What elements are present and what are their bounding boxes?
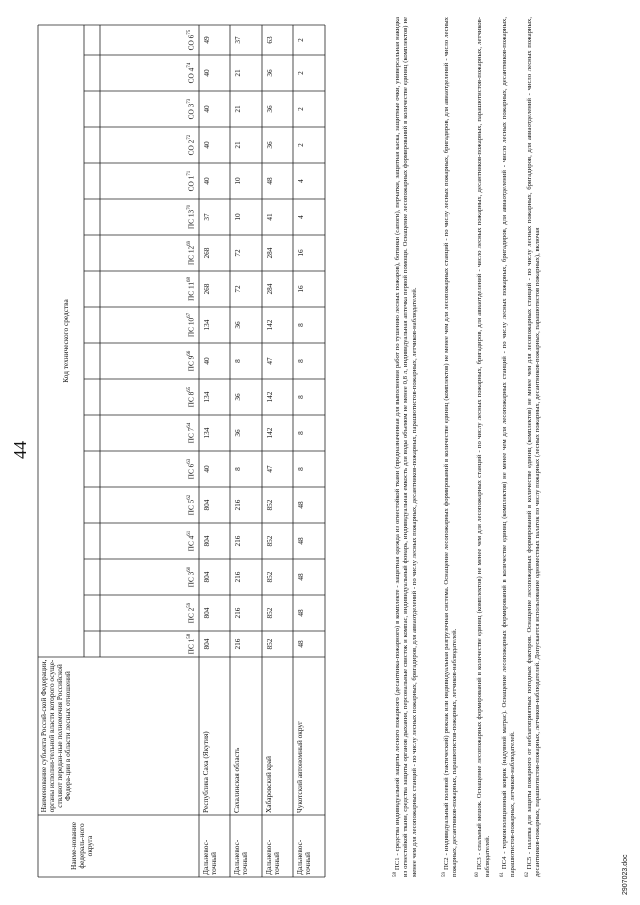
table-cell: 41 <box>265 213 274 221</box>
row-subject: Республика Саха (Якутия) <box>201 731 210 813</box>
footnote: $^{58}$ ПС1 - средства индивидуальной защиты лесного пожарного (десантника-пожарного) в комплекте - защитная одежда из огнестойкой ткани (предназначенная для выполнения работ по тушению лесных пожаров), ботинки (сапоги), перчатки, защитная каска, защитные очки, универсальная накидка из огнестойкой ткани, средства защиты органов дыхания, персональные свисток и компас, индивидуальный фонарь, индивидуальная емкость для воды объемом не менее 0,8 л, индивидуальная аптечка первой помощи. Оснащение лесопожарных формирований в количестве единиц (комплектов) не менее чем для лесопожарных станций - по числу лесных пожарных, бригадиров, для авиаотделений - по числу лесных пожарных, десантников-пожарных, парашютистов-пожарных, летчиков-наблюдателей. <box>393 16 418 877</box>
code-header: ПС $3^{60}$ <box>186 566 196 588</box>
table-cell: 21 <box>233 105 242 113</box>
row-subject: Сахалинская область <box>232 747 241 813</box>
table-cell: 852 <box>265 571 274 583</box>
table-cell: 8 <box>296 395 305 399</box>
code-header: ПС $10^{67}$ <box>186 312 196 338</box>
table-cell: 37 <box>233 36 242 44</box>
table-cell: 284 <box>265 247 274 259</box>
table-cell: 40 <box>202 141 211 149</box>
header-code-group: Код технического средства <box>61 299 70 383</box>
table-cell: 216 <box>233 607 242 619</box>
code-header: ПС $6^{63}$ <box>186 458 196 480</box>
table-cell: 2 <box>296 38 305 42</box>
table-cell: 40 <box>202 465 211 473</box>
table-cell: 4 <box>296 179 305 183</box>
table-cell: 142 <box>265 427 274 439</box>
code-header: ПС $2^{59}$ <box>186 602 196 624</box>
footnote: $^{59}$ ПС2 - индивидуальный полевой (тактический) рюкзак или индивидуальная разгрузочная система. Оснащение лесопожарных формирований в количестве единиц (комплектов) не менее чем для лесопожарных станций - по числу лесных пожарных, бригадиров, для авиаотделений - число лесных пожарных, десантников-пожарных, парашютистов-пожарных, летчиков-наблюдателей. <box>442 16 459 877</box>
table-cell: 8 <box>296 467 305 471</box>
table-cell: 804 <box>202 638 211 650</box>
row-subject: Хабаровский край <box>264 756 273 813</box>
table-cell: 48 <box>265 177 274 185</box>
table-cell: 21 <box>233 141 242 149</box>
table-cell: 804 <box>202 535 211 547</box>
table-cell: 72 <box>233 249 242 257</box>
row-district: Дальневос-точный <box>201 839 218 875</box>
row-district: Дальневос-точный <box>295 839 312 875</box>
header-district: Наиме-нование федераль-ного округа <box>69 822 94 870</box>
code-header: ПС $4^{61}$ <box>186 530 196 552</box>
table-cell: 36 <box>233 429 242 437</box>
footnote: $^{62}$ ПС5 - палатка для защиты пожарного от неблагоприятных погодных факторов. Оснащение лесопожарных формирований в количестве единиц (комплектов) не менее чем для лесопожарных станций - по числу лесных пожарных, бригадиров, для авиаотделений - число лесных пожарных, десантников-пожарных, парашютистов-пожарных, летчиков-наблюдателей. Допускается использование одноместных палаток по числу пожарных (лесных пожарных, десантников-пожарных, парашютистов пожарных), включая <box>525 17 542 877</box>
table-cell: 36 <box>265 105 274 113</box>
code-header: СО $4^{74}$ <box>186 62 196 84</box>
code-header: ПС $12^{69}$ <box>186 240 196 266</box>
table-cell: 142 <box>265 319 274 331</box>
table-cell: 852 <box>265 638 274 650</box>
table-cell: 36 <box>265 69 274 77</box>
table-cell: 16 <box>296 249 305 257</box>
table-cell: 47 <box>265 357 274 365</box>
table-cell: 48 <box>296 501 305 509</box>
table-cell: 2 <box>296 107 305 111</box>
table-cell: 804 <box>202 607 211 619</box>
row-district: Дальневос-точный <box>264 839 281 875</box>
code-header: ПС $13^{70}$ <box>186 204 196 230</box>
table-cell: 852 <box>265 535 274 547</box>
table-cell: 10 <box>233 213 242 221</box>
table-cell: 40 <box>202 357 211 365</box>
code-header: СО $1^{71}$ <box>186 170 196 192</box>
table-cell: 72 <box>233 285 242 293</box>
table-cell: 8 <box>296 323 305 327</box>
code-header: ПС $11^{68}$ <box>186 277 196 301</box>
table-cell: 216 <box>233 499 242 511</box>
table-cell: 47 <box>265 465 274 473</box>
table-cell: 804 <box>202 499 211 511</box>
table-cell: 216 <box>233 571 242 583</box>
code-header: ПС $5^{62}$ <box>186 494 196 516</box>
table-cell: 36 <box>233 393 242 401</box>
code-header: СО $6^{75}$ <box>186 29 196 51</box>
table-cell: 852 <box>265 607 274 619</box>
table-cell: 37 <box>202 213 211 221</box>
table-cell: 63 <box>265 36 274 44</box>
code-header: ПС $1^{58}$ <box>186 633 196 655</box>
table-cell: 4 <box>296 215 305 219</box>
footnote: $^{60}$ ПС3 - спальный мешок. Оснащение лесопожарных формирований в количестве единиц (комплектов) не менее чем для лесопожарных станций - по числу лесных пожарных, бригадиров, для авиаотделений - число лесных пожарных, десантников-пожарных, парашютистов-пожарных, летчиков-наблюдателей. <box>475 17 492 877</box>
table-cell: 40 <box>202 69 211 77</box>
table-cell: 48 <box>296 640 305 648</box>
table-cell: 10 <box>233 177 242 185</box>
table-cell: 134 <box>202 427 211 439</box>
code-header: ПС $7^{64}$ <box>186 422 196 444</box>
row-district: Дальневос-точный <box>232 839 249 875</box>
table-cell: 268 <box>202 283 211 295</box>
footnote: $^{61}$ ПС4 - термоизоляционный коврик (надувной матрас). Оснащение лесопожарных формирований в количестве единиц (комплектов) не менее чем для лесопожарных станций - по числу лесных пожарных, бригадиров, для авиаотделений - число лесных пожарных, десантников-пожарных, парашютистов-пожарных, летчиков-наблюдателей. <box>500 17 517 877</box>
code-header: СО $2^{72}$ <box>186 134 196 156</box>
table-cell: 216 <box>233 535 242 547</box>
table-cell: 48 <box>296 609 305 617</box>
table-cell: 142 <box>265 391 274 403</box>
table-cell: 49 <box>202 36 211 44</box>
table-cell: 8 <box>296 431 305 435</box>
code-header: СО $3^{73}$ <box>186 98 196 120</box>
table-cell: 284 <box>265 283 274 295</box>
table-cell: 216 <box>233 638 242 650</box>
header-subject: Наименование субъекта Россий-ской Федерации, органы исполни-тельной власти которого осуще-ствляют передан-ные полномочия Российской Федера-ции в области лесных отношений <box>39 659 72 813</box>
table-cell: 804 <box>202 571 211 583</box>
page-number: 44 <box>10 441 30 459</box>
code-header: ПС $8^{65}$ <box>186 386 196 408</box>
code-header: ПС $9^{66}$ <box>186 350 196 372</box>
table-cell: 134 <box>202 319 211 331</box>
table-cell: 16 <box>296 285 305 293</box>
table-cell: 48 <box>296 537 305 545</box>
table-cell: 8 <box>233 359 242 363</box>
table-cell: 268 <box>202 247 211 259</box>
table-cell: 40 <box>202 105 211 113</box>
table-cell: 21 <box>233 69 242 77</box>
table-cell: 8 <box>296 359 305 363</box>
table-cell: 36 <box>265 141 274 149</box>
table-cell: 8 <box>233 467 242 471</box>
table-cell: 40 <box>202 177 211 185</box>
table-cell: 36 <box>233 321 242 329</box>
table-cell: 2 <box>296 143 305 147</box>
table-cell: 134 <box>202 391 211 403</box>
table-cell: 48 <box>296 573 305 581</box>
document-id: 2907023.doc <box>622 854 629 895</box>
table-cell: 852 <box>265 499 274 511</box>
row-subject: Чукотский автономный округ <box>295 720 304 813</box>
table-cell: 2 <box>296 71 305 75</box>
